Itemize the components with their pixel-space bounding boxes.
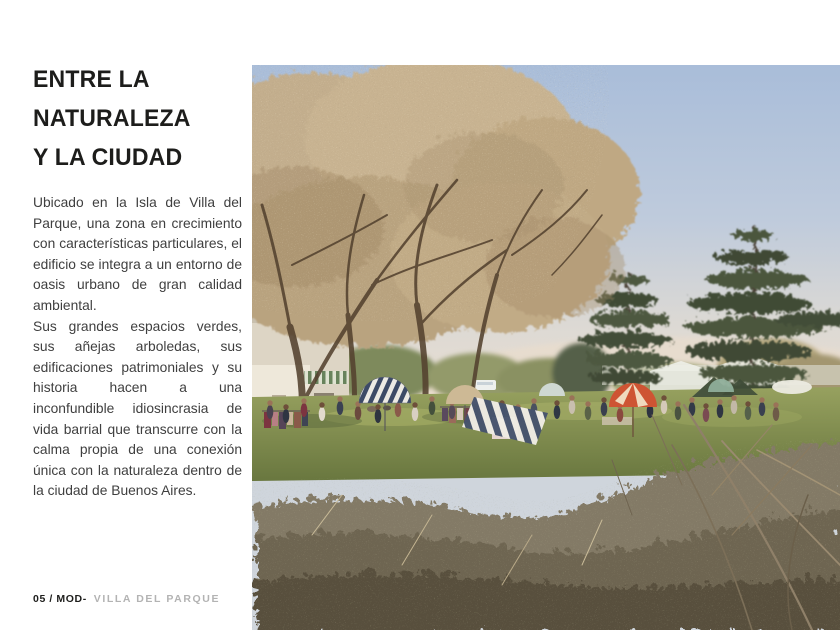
title-line-1: ENTRE LA: [33, 66, 150, 93]
text-column: [33, 60, 242, 502]
section-label: VILLA DEL PARQUE: [93, 593, 221, 605]
paragraph-2: Sus grandes espacios verdes, sus añejas arboledas, sus edificaciones patrimoniales y su historia hacen a una inconfundible idiosincrasia de vida barrial que transcurre con la calma propia de una conexión única con la naturaleza dentro de la ciudad de Buenos Aires.: [33, 318, 242, 499]
title-line-3: Y LA CIUDAD: [33, 144, 183, 171]
page-footer: [33, 593, 220, 605]
paragraph-1: Ubicado en la Isla de Villa del Parque, una zona en crecimiento con características particulares, el edificio se integra a un entorno de oasis urbano de gran calidad ambiental.: [33, 195, 242, 313]
title-line-2: NATURALEZA: [33, 105, 191, 132]
white-umbrella: [772, 380, 812, 394]
page-title: [33, 60, 242, 177]
page-number-label: 05 / MOD-: [33, 593, 87, 605]
park-fair-photo: [252, 65, 840, 630]
body-copy: [33, 193, 242, 502]
